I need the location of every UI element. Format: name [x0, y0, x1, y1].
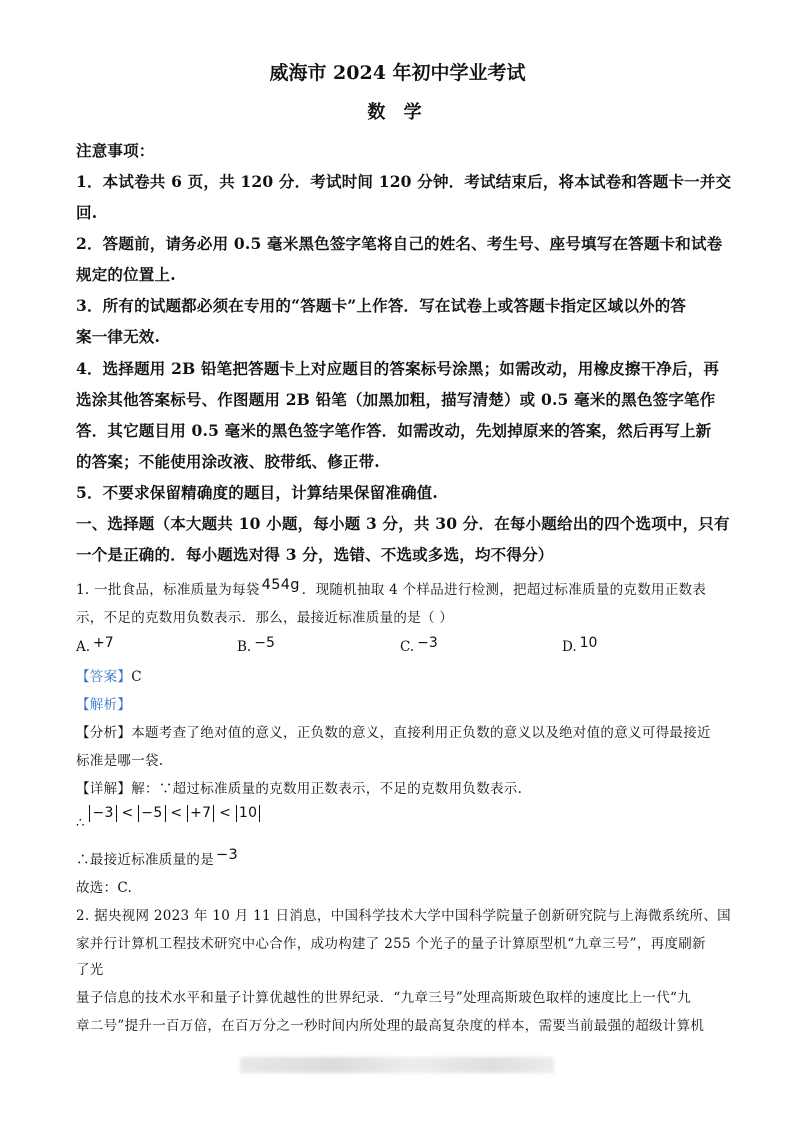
fenxi-tag: 【分析】 — [76, 725, 132, 741]
question-2-line: 2. 据央视网 2023 年 10 月 11 日消息，中国科学技术大学中国科学院量子创新研究院与上海微系统所、国 — [76, 908, 731, 924]
question-2-line: 章二号”提升一百万倍，在百万分之一秒时间内所处理的最高复杂度的样本，需要当前最强的超级计算机 — [76, 1018, 705, 1034]
section-heading-cont: 一个是正确的．每小题选对得 3 分，选错、不选或多选，均不得分） — [76, 545, 554, 564]
answer-tag: 【答案】 — [76, 669, 132, 685]
subject-title: 数 学 — [367, 102, 428, 123]
question-1-stem-cont: 示，不足的克数用负数表示．那么，最接近标准质量的是（ ） — [76, 610, 454, 626]
fenxi-line-cont: 标准是哪一袋. — [76, 753, 164, 769]
notice-line: 3．所有的试题都必须在专用的“答题卡”上作答．写在试卷上或答题卡指定区域以外的答 — [76, 296, 687, 315]
answer-value: C — [131, 669, 142, 685]
notice-line: 4．选择题用 2B 铅笔把答题卡上对应题目的答案标号涂黑；如需改动，用橡皮擦干净后，再 — [76, 359, 720, 378]
option-b[interactable]: B. −5 — [237, 635, 275, 655]
notice-heading: 注意事项： — [76, 141, 155, 160]
abs-value: 10 — [236, 805, 260, 822]
section-heading: 一、选择题（本大题共 10 小题，每小题 3 分，共 30 分．在每小题给出的四个选项中，只有 — [76, 514, 730, 533]
abs-value: +7 — [187, 805, 214, 822]
notice-line: 2．答题前，请务必用 0.5 毫米黑色签字笔将自己的姓名、考生号、座号填写在答题卡和试卷 — [76, 234, 723, 253]
question-2-line: 了光 — [76, 962, 104, 978]
notice-line: 的答案；不能使用涂改液、胶带纸、修正带. — [76, 452, 380, 471]
option-d[interactable]: D. 10 — [562, 635, 598, 655]
conclusion-line: ∴最接近标准质量的是 −3 — [76, 847, 238, 868]
notice-line: 答．其它题目用 0.5 毫米的黑色签字笔作答．如需改动，先划掉原来的答案，然后再写上新 — [76, 421, 712, 440]
analysis-tag: 【解析】 — [76, 697, 132, 713]
choice-line: 故选：C. — [76, 880, 133, 896]
option-c[interactable]: C. −3 — [400, 635, 438, 655]
standard-mass: 454g — [261, 577, 300, 593]
answer-line — [76, 665, 142, 685]
notice-line: 选涂其他答案标号、作图题用 2B 铅笔（加黑加粗，描写清楚）或 0.5 毫米的黑色签字笔作 — [76, 390, 716, 409]
detail-tag: 【详解】 — [76, 781, 132, 797]
therefore-symbol: ∴ — [76, 815, 85, 831]
fenxi-line: 【分析】本题考查了绝对值的意义，正负数的意义，直接利用正负数的意义以及绝对值的意义可得最接近 — [76, 725, 711, 741]
option-a[interactable]: A. +7 — [76, 635, 114, 655]
blurred-watermark — [240, 1057, 554, 1073]
exam-title: 威海市 2024 年初中学业考试 — [269, 62, 526, 84]
question-1-stem: 1. 一批食品，标准质量为每袋 454g ．现随机抽取 4 个样品进行检测，把超过标准质量的克数用正数表 — [76, 577, 707, 598]
abs-value: −5 — [138, 805, 165, 822]
notice-line: 1．本试卷共 6 页，共 120 分．考试时间 120 分钟．考试结束后，将本试卷和答题卡一并交 — [76, 172, 732, 191]
notice-line: 5．不要求保留精确度的题目，计算结果保留准确值. — [76, 483, 438, 502]
notice-line: 规定的位置上. — [76, 265, 176, 284]
notice-line: 回. — [76, 203, 98, 222]
notice-line: 案一律无效. — [76, 327, 161, 346]
question-2-line: 家并行计算机工程技术研究中心合作，成功构建了 255 个光子的量子计算原型机“九章三号”，再度刷新 — [76, 936, 706, 952]
abs-inequality: ∴ −3 < −5 < +7 < 10 — [76, 805, 260, 822]
detail-line: 【详解】解：∵超过标准质量的克数用正数表示，不足的克数用负数表示. — [76, 781, 523, 797]
question-2-line: 量子信息的技术水平和量子计算优越性的世界纪录．“九章三号”处理高斯玻色取样的速度比上一代“九 — [76, 990, 692, 1006]
abs-value: −3 — [89, 805, 116, 822]
